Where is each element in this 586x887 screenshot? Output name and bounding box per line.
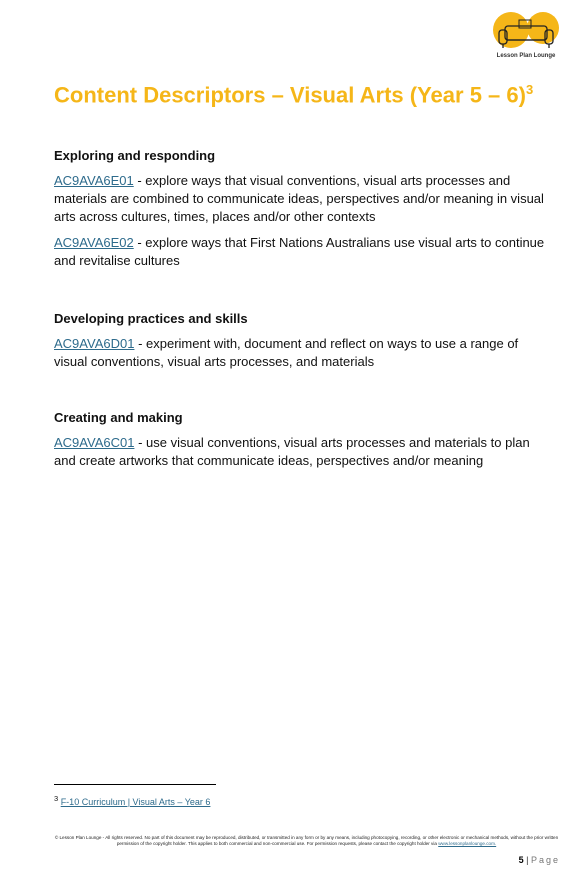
sofa-icon <box>491 8 561 54</box>
descriptor-text: - experiment with, document and reflect on ways to use a range of visual conventions, visual arts processes, and materials <box>54 336 519 369</box>
page-number-value: 5 <box>518 855 524 865</box>
content-descriptor <box>54 434 554 470</box>
descriptor-text: - use visual conventions, visual arts processes and materials to plan and create artworks that communicate ideas, perspectives and/or meaning <box>54 435 530 468</box>
descriptor-code-link[interactable]: AC9AVA6C01 <box>54 435 135 450</box>
lesson-plan-lounge-logo <box>491 8 561 64</box>
footnote-divider <box>54 784 216 785</box>
section-creating-making <box>54 410 554 478</box>
section-heading: Developing practices and skills <box>54 311 248 326</box>
footnote-number: 3 <box>54 794 59 803</box>
descriptor-code-link[interactable]: AC9AVA6E02 <box>54 235 134 250</box>
page-number <box>519 855 560 865</box>
section-developing-practices <box>54 311 554 379</box>
footnote-link[interactable]: F-10 Curriculum | Visual Arts – Year 6 <box>60 797 211 807</box>
page-label: Page <box>530 855 560 865</box>
section-heading: Creating and making <box>54 410 183 425</box>
section-heading: Exploring and responding <box>54 148 216 163</box>
content-descriptor <box>54 335 554 371</box>
page-title-text: Content Descriptors – Visual Arts (Year 5 – 6) <box>54 82 526 108</box>
content-descriptor <box>54 172 554 226</box>
footnote-marker[interactable]: 3 <box>525 82 534 97</box>
descriptor-code-link[interactable]: AC9AVA6D01 <box>54 336 135 351</box>
page-title <box>54 82 533 108</box>
page-separator: | <box>526 855 529 865</box>
copyright-text: © Lesson Plan Lounge - All rights reserved. No part of this document may be reproduced, distributed, or transmitted in any form or by any means, including photocopying, recording, or other electronic or mechanical methods, without the prior written permission of the copyright holder. This applies to both commercial and non-commercial use. For permission requests, please contact the copyright holder via <box>54 835 559 846</box>
logo-text: Lesson Plan Lounge <box>496 53 556 59</box>
section-exploring-responding <box>54 148 554 278</box>
content-descriptor <box>54 234 554 270</box>
footnote <box>54 794 210 807</box>
descriptor-code-link[interactable]: AC9AVA6E01 <box>54 173 134 188</box>
descriptor-text: - explore ways that First Nations Australians use visual arts to continue and revitalise cultures <box>54 235 545 268</box>
copyright-notice <box>54 835 559 847</box>
descriptor-text: - explore ways that visual conventions, visual arts processes and materials are combined to communicate ideas, perspectives and/or meaning in visual arts across cultures, times, places and/or other contexts <box>54 173 544 224</box>
website-link[interactable]: www.lessonplanlounge.com. <box>438 841 497 846</box>
